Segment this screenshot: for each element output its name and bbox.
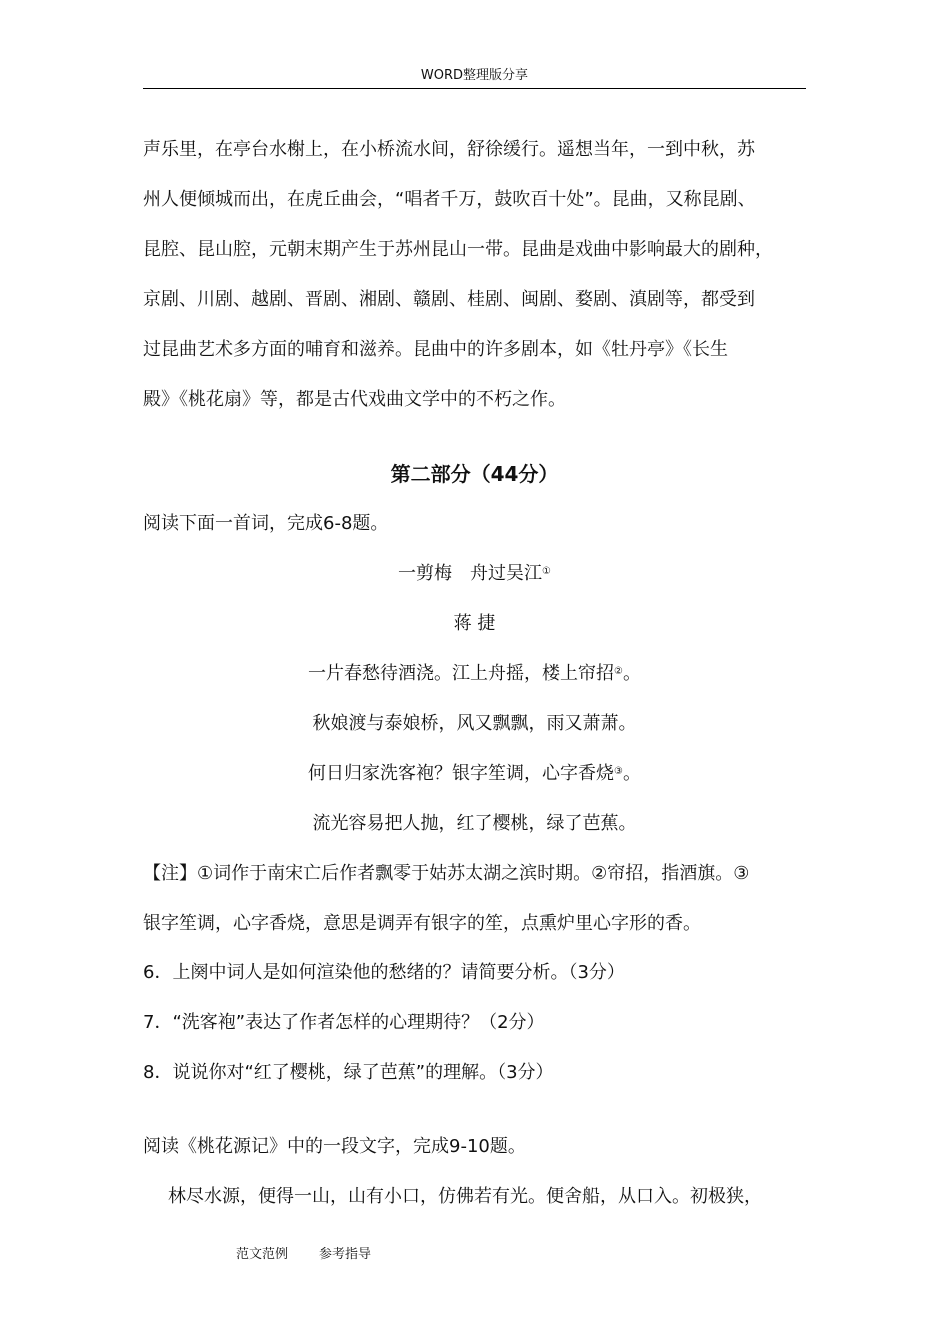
section-instruction: 阅读下面一首词，完成6-8题。 bbox=[143, 513, 389, 534]
annotation-line: 【注】①词作于南宋亡后作者飘零于姑苏太湖之滨时期。②帘招，指酒旗。③ bbox=[143, 863, 750, 884]
intro-line: 过昆曲艺术多方面的哺育和滋养。昆曲中的许多剧本，如《牡丹亭》《长生 bbox=[143, 339, 728, 360]
question-7: 7．“洗客袍”表达了作者怎样的心理期待？（2分） bbox=[143, 1012, 545, 1033]
intro-line: 京剧、川剧、越剧、晋剧、湘剧、赣剧、桂剧、闽剧、婺剧、滇剧等，都受到 bbox=[143, 289, 755, 310]
reading2-instruction: 阅读《桃花源记》中的一段文字，完成9-10题。 bbox=[143, 1136, 526, 1157]
poem-line: 秋娘渡与泰娘桥，风又飘飘，雨又萧萧。 bbox=[312, 713, 637, 734]
question-6: 6．上阕中词人是如何渲染他的愁绪的？请简要分析。（3分） bbox=[143, 962, 625, 983]
intro-line: 州人便倾城而出，在虎丘曲会，“唱者千万，鼓吹百十处”。昆曲，又称昆剧、 bbox=[143, 189, 756, 210]
intro-line: 声乐里，在亭台水榭上，在小桥流水间，舒徐缓行。遥想当年，一到中秋，苏 bbox=[143, 139, 755, 160]
header-rule bbox=[143, 88, 806, 89]
annotation-line: 银字笙调，心字香烧，意思是调弄有银字的笙，点熏炉里心字形的香。 bbox=[143, 913, 701, 934]
reading2-text: 林尽水源，便得一山，山有小口，仿佛若有光。便舍船，从口入。初极狭， bbox=[168, 1186, 762, 1207]
poem-line: 流光容易把人抛，红了樱桃，绿了芭蕉。 bbox=[312, 813, 637, 834]
poem-line: 一片春愁待酒浇。江上舟摇，楼上帘招②。 bbox=[308, 663, 641, 684]
section-title: 第二部分（44分） bbox=[390, 462, 559, 486]
question-8: 8．说说你对“红了樱桃，绿了芭蕉”的理解。（3分） bbox=[143, 1062, 554, 1083]
poem-line: 何日归家洗客袍？银字笙调，心字香烧③。 bbox=[308, 763, 641, 784]
poem-author: 蒋 捷 bbox=[453, 613, 496, 634]
footer-left: 范文范例 bbox=[236, 1247, 289, 1262]
intro-line: 殿》《桃花扇》等，都是古代戏曲文学中的不朽之作。 bbox=[143, 389, 566, 410]
page-header: WORD整理版分享 bbox=[420, 68, 529, 83]
footer-right: 参考指导 bbox=[319, 1247, 372, 1262]
intro-line: 昆腔、昆山腔，元朝末期产生于苏州昆山一带。昆曲是戏曲中影响最大的剧种， bbox=[143, 239, 773, 260]
poem-title: 一剪梅 舟过吴江① bbox=[398, 563, 551, 584]
